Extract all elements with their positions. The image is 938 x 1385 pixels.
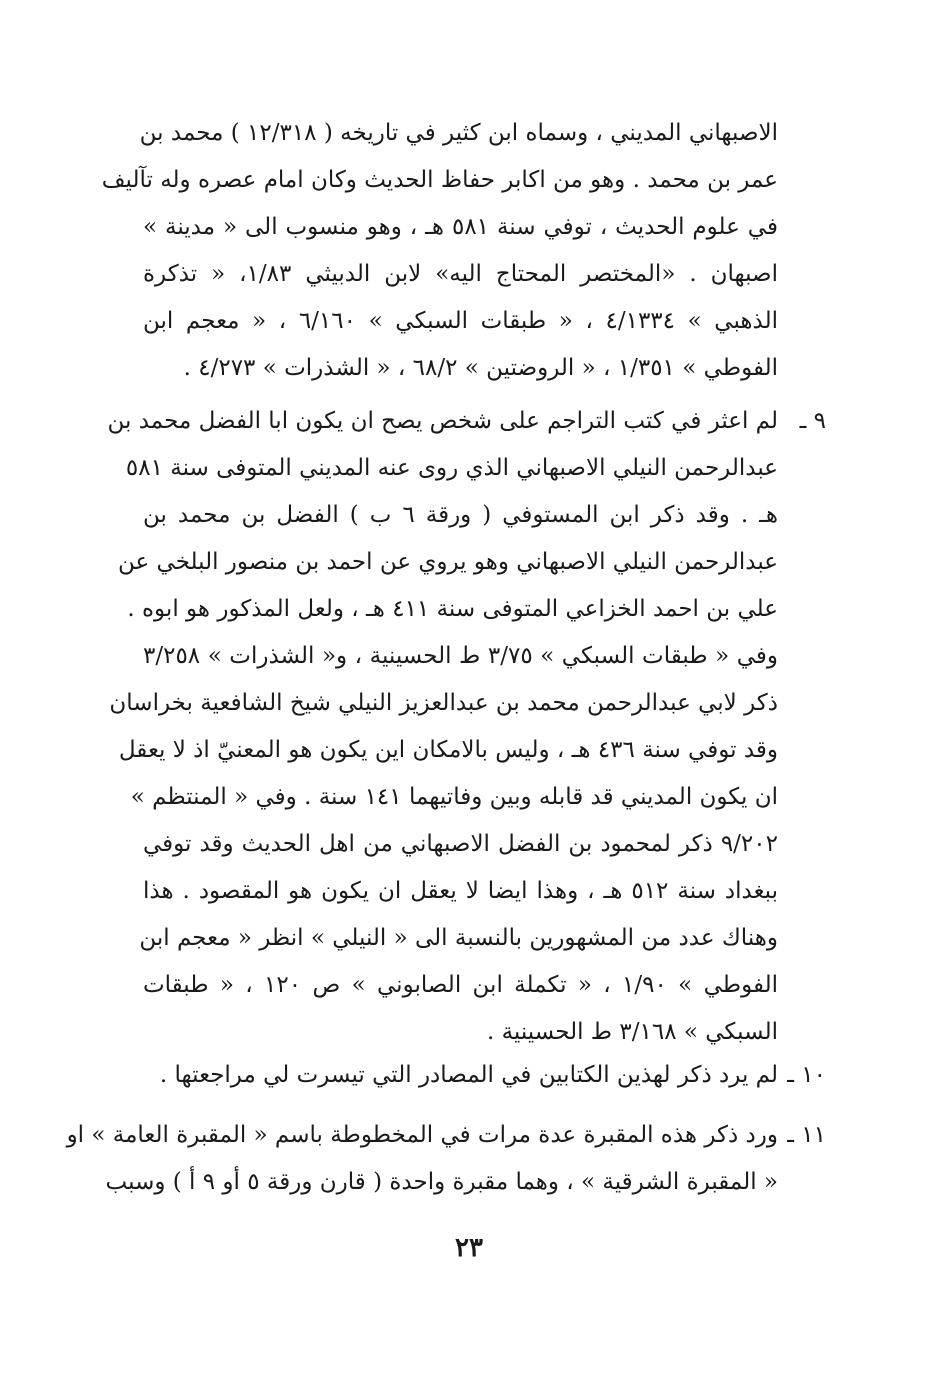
- footnote-number: ١٠ ـ: [787, 1062, 826, 1088]
- text-line: الفوطي » ١/٩٠ ، « تكملة ابن الصابوني » ص ١٢٠ ، « طبقات: [143, 972, 778, 998]
- text-line: الاصبهاني المديني ، وسماه ابن كثير في تاريخه ( ١٢/٣١٨ ) محمد بن: [139, 120, 778, 146]
- text-line: في علوم الحديث ، توفي سنة ٥٨١ هـ ، وهو منسوب الى « مدينة »: [143, 214, 778, 240]
- text-line: عمر بن محمد . وهو من اكابر حفاظ الحديث وكان امام عصره وله تآليف: [101, 167, 778, 193]
- intro-paragraph: [101, 110, 779, 392]
- footnote-10: [143, 1052, 826, 1099]
- text-line: اصبهان . «المختصر المحتاج اليه» لابن الدبيثي ١/٨٣، « تذكرة: [143, 261, 778, 287]
- text-line: الذهبي » ٤/١٣٣٤ ، « طبقات السبكي » ٦/١٦٠ ، « معجم ابن: [143, 308, 779, 334]
- text-line: عبدالرحمن النيلي الاصبهاني الذي روى عنه المديني المتوفى سنة ٥٨١: [125, 455, 778, 481]
- page-number: ٢٣: [455, 1233, 483, 1263]
- footnote-body: [107, 398, 779, 1056]
- footnote-number: ١١ ـ: [787, 1122, 826, 1148]
- text-line: ورد ذكر هذه المقبرة عدة مرات في المخطوطة باسم « المقبرة العامة » او: [66, 1122, 778, 1148]
- text-line: وفي « طبقات السبكي » ٣/٧٥ ط الحسينية ، و« الشذرات » ٣/٢٥٨: [143, 643, 778, 669]
- footnote-9: [107, 398, 826, 1056]
- text-line: ان يكون المديني قد قابله وبين وفاتيهما ١٤١ سنة . وفي « المنتظم »: [130, 784, 778, 810]
- text-line: عبدالرحمن النيلي الاصبهاني وهو يروي عن احمد بن منصور البلخي عن: [117, 549, 778, 575]
- footnote-number: ٩ ـ: [799, 408, 826, 434]
- text-line: وقد توفي سنة ٤٣٦ هـ ، وليس بالامكان اين يكون هو المعنيّ اذ لا يعقل: [118, 737, 778, 763]
- text-line: ٩/٢٠٢ ذكر لمحمود بن الفضل الاصبهاني من اهل الحديث وقد توفي: [143, 831, 778, 857]
- footnote-body: [66, 1112, 778, 1206]
- text-line: السبكي » ٣/١٦٨ ط الحسينية .: [486, 1019, 778, 1045]
- text-line: وهناك عدد من المشهورين بالنسبة الى « النيلي » انظر « معجم ابن: [139, 925, 778, 951]
- text-line: ببغداد سنة ٥١٢ هـ ، وهذا ايضا لا يعقل ان يكون هو المقصود . هذا: [143, 878, 779, 904]
- text-line: الفوطي » ١/٣٥١ ، « الروضتين » ٦٨/٢ ، « الشذرات » ٤/٢٧٣ .: [183, 355, 778, 381]
- footnote-body: [143, 1052, 778, 1099]
- text-line: هـ . وقد ذكر ابن المستوفي ( ورقة ٦ ب ) الفضل بن محمد بن: [143, 502, 778, 528]
- text-line: لم يرد ذكر لهذين الكتابين في المصادر التي تيسرت لي مراجعتها .: [159, 1062, 778, 1088]
- text-line: « المقبرة الشرقية » ، وهما مقبرة واحدة ( قارن ورقة ٥ أو ٩ أ ) وسبب: [105, 1169, 778, 1195]
- text-line: ذكر لابي عبدالرحمن محمد بن عبدالعزيز النيلي شيخ الشافعية بخراسان: [109, 690, 778, 716]
- text-line: لم اعثر في كتب التراجم على شخص يصح ان يكون ابا الفضل محمد بن: [107, 408, 778, 434]
- text-line: علي بن احمد الخزاعي المتوفى سنة ٤١١ هـ ، ولعل المذكور هو ابوه .: [127, 596, 778, 622]
- footnote-11: [66, 1112, 826, 1206]
